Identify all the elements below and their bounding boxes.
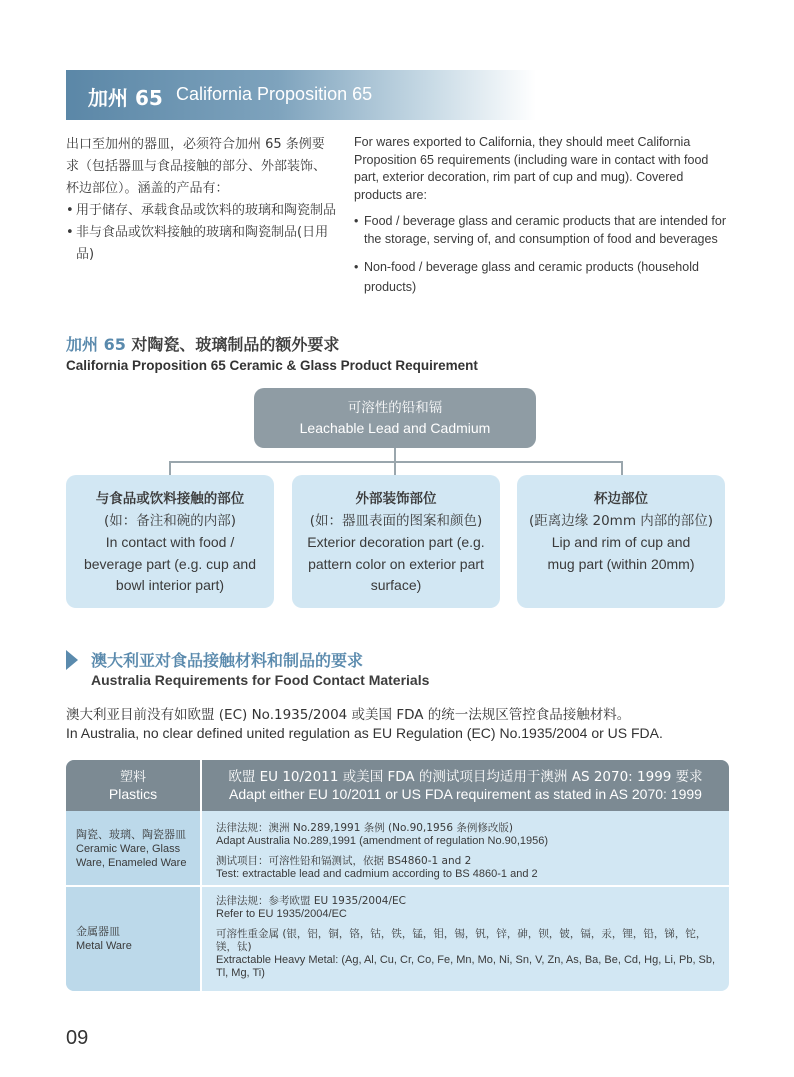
root-label-en: Leachable Lead and Cadmium: [299, 420, 491, 436]
table-header-plastics: 塑料 Plastics: [66, 760, 200, 811]
connector-line: [169, 461, 171, 475]
intro-cn-bullet: • 用于储存、承载食品或饮料的玻璃和陶瓷制品: [66, 203, 337, 218]
diagram-root-box: [254, 388, 536, 448]
child-en: Lip and rim of cup and mug part (within 20mm): [547, 534, 695, 572]
table-row-content: 法律法规：参考欧盟 EU 1935/2004/EC Refer to EU 1935/2004/EC 可溶性重金属 (银，铝，铜，铬，钴，铁，锰，钼，锡，钒，锌，砷，钡，铍，镉，汞，锂，铅，锑，铊，镁，钛) Extractable Heavy Metal: (Ag, Al, Cu, Cr, Co, Fe, Mn, Mo, Ni, Sn, V, Zn, As, Ba, Be, Cd, Hg, Li, Pb, Sb, Tl, Mg, Ti): [216, 895, 716, 979]
australia-note-en: In Australia, no clear defined united regulation as EU Regulation (EC) No.1935/2004 or US FDA.: [66, 725, 663, 741]
australia-note-cn: 澳大利亚目前没有如欧盟 (EC) No.1935/2004 或美国 FDA 的统一法规区管控食品接触材料。: [66, 707, 631, 723]
table-row-content: 法律法规：澳洲 No.289,1991 条例 (No.90,1956 条例修改版) Adapt Australia No.289,1991 (amendment of regulation No.90,1956) 测试项目：可溶性铅和镉测试，依据 BS4860-1 and 2 Test: extractable lead and cadmium according to BS 4860-1 and 2: [216, 822, 549, 880]
header-title-en: California Proposition 65: [176, 84, 373, 104]
intro-cn-bullet: • 非与食品或饮料接触的玻璃和陶瓷制品(日用品): [66, 225, 329, 262]
child-cn: (如：备注和碗的内部): [103, 512, 237, 529]
section2-title-cn: 澳大利亚对食品接触材料和制品的要求: [91, 651, 364, 670]
section2-title-en: Australia Requirements for Food Contact Materials: [91, 672, 430, 688]
requirements-table: [66, 760, 729, 991]
connector-line: [394, 448, 396, 462]
connector-line: [394, 461, 396, 475]
intro-en-paragraph: For wares exported to California, they should meet California Proposition 65 requirements (including ware in contact with food part, exterior decoration, rim part of cup and mug). Covered products are:: [354, 135, 709, 202]
child-cn: (如：器皿表面的图案和颜色): [309, 512, 483, 529]
section1-title-en: California Proposition 65 Ceramic & Glass Product Requirement: [66, 358, 478, 373]
diagram-child-rim: [517, 475, 725, 608]
section1-title-cn: 加州 65 对陶瓷、玻璃制品的额外要求: [66, 335, 340, 354]
child-title: 杯边部位: [594, 491, 648, 507]
intro-en-bullet: • Non-food / beverage glass and ceramic products (household products): [354, 260, 699, 294]
triangle-marker-icon: [66, 650, 78, 670]
diagram-child-exterior: [292, 475, 500, 608]
intro-english: [354, 134, 732, 297]
child-title: 外部装饰部位: [355, 491, 437, 507]
child-en: Exterior decoration part (e.g. pattern color on exterior part surface): [307, 534, 485, 593]
table-row-label: 金属器皿 Metal Ware: [66, 887, 200, 991]
diagram-child-food-contact: [66, 475, 274, 608]
connector-line: [621, 461, 623, 475]
intro-cn-paragraph: 出口至加州的器皿，必须符合加州 65 条例要求（包括器皿与食品接触的部分、外部装饰、杯边部位）。涵盖的产品有：: [66, 137, 327, 196]
page-number: 09: [66, 1027, 89, 1049]
intro-en-bullet: • Food / beverage glass and ceramic products that are intended for the storage, serving of, and consumption of food and beverages: [354, 214, 727, 246]
table-header-requirement: 欧盟 EU 10/2011 或美国 FDA 的测试项目均适用于澳洲 AS 2070: 1999 要求 Adapt either EU 10/2011 or US FDA requirement as stated in AS 2070: 1999: [202, 760, 729, 811]
intro-chinese: [66, 134, 336, 266]
child-title: 与食品或饮料接触的部位: [95, 491, 245, 507]
root-label-cn: 可溶性的铅和镉: [347, 400, 443, 416]
table-row-label: 陶瓷、玻璃、陶瓷器皿 Ceramic Ware, Glass Ware, Enameled Ware: [66, 811, 200, 886]
child-cn: (距离边缘 20mm 内部的部位): [528, 512, 714, 529]
header-title-cn: 加州 65: [88, 86, 163, 110]
child-en: In contact with food / beverage part (e.g. cup and bowl interior part): [83, 534, 256, 593]
connector-line: [169, 461, 623, 463]
